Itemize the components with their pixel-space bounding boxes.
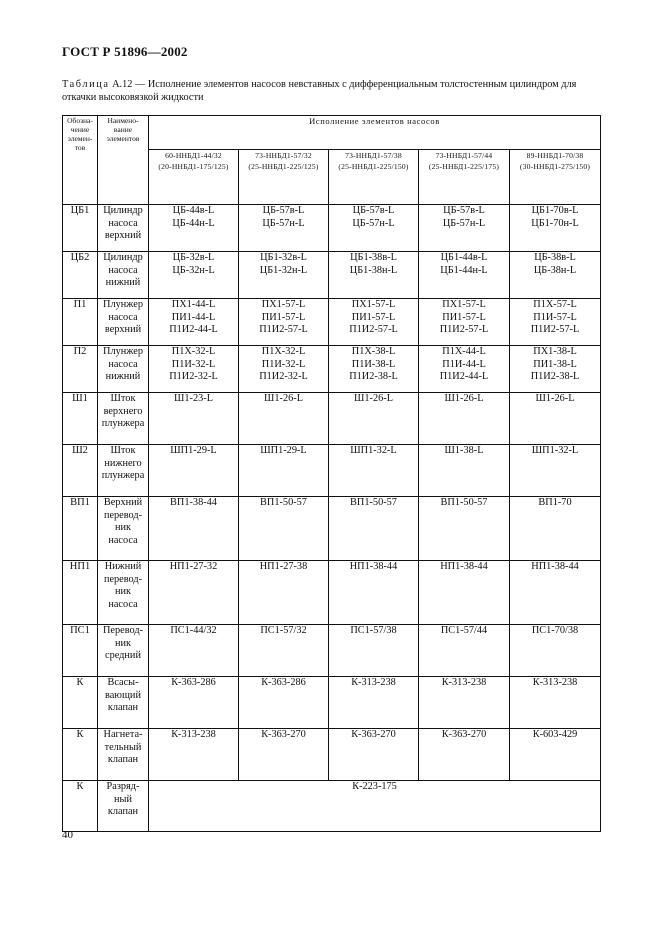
cell-line: ПС1-44/32 <box>170 625 217 636</box>
cell-line: К-313-238 <box>441 677 487 688</box>
cell-line: верхний <box>104 230 142 241</box>
table-caption <box>62 78 602 104</box>
value-cell <box>419 205 510 252</box>
page-number: 40 <box>62 829 73 841</box>
value-cell <box>329 252 419 299</box>
cell-line: П1Х-44-L <box>442 346 486 357</box>
designation-cell: ВП1 <box>63 497 98 561</box>
element-name-cell <box>98 252 149 299</box>
cell-line: Ш1-26-L <box>444 393 484 404</box>
cell-line: Ш1-23-L <box>174 393 213 404</box>
designation-cell: К <box>63 729 98 781</box>
value-cell <box>419 729 510 781</box>
cell-line: ШП1-32-L <box>531 445 579 456</box>
value-cell <box>510 729 601 781</box>
cell-line: Шток <box>110 393 136 404</box>
designation-cell: К <box>63 677 98 729</box>
value-cell <box>419 299 510 346</box>
cell-line: П1И2-38-L <box>349 371 398 382</box>
element-name-cell <box>98 205 149 252</box>
cell-line: ЦБ-38н-L <box>533 264 577 276</box>
cell-line: К-363-270 <box>351 729 396 740</box>
cell-line: ВП1-38-44 <box>170 497 217 508</box>
cell-line: ЦБ1-38в-L <box>350 252 397 263</box>
cell-line: насоса <box>108 264 138 276</box>
cell-line: П1И2-57-L <box>349 324 398 335</box>
cell-line: плунжера <box>101 470 145 481</box>
designation-cell: К <box>63 781 98 832</box>
table-row <box>63 729 601 781</box>
value-cell <box>329 625 419 677</box>
cell-line: верхний <box>104 324 142 335</box>
value-cell <box>329 677 419 729</box>
cell-line: П1Х-32-L <box>261 346 306 357</box>
merged-value-cell: К-223-175 <box>149 781 601 832</box>
value-cell <box>419 497 510 561</box>
cell-line: П1И2-32-L <box>259 371 308 382</box>
cell-line: верхнего <box>103 405 143 417</box>
value-cell <box>419 393 510 445</box>
value-cell <box>419 677 510 729</box>
cell-line: ПИ1-57-L <box>261 311 306 323</box>
cell-line: ШП1-29-L <box>260 445 307 456</box>
cell-line: ЦБ1-44н-L <box>440 264 488 276</box>
cell-line: нижнего <box>104 457 142 469</box>
value-cell <box>510 346 601 393</box>
element-name-cell <box>98 445 149 497</box>
cell-line: Плунжер <box>103 346 143 357</box>
value-cell <box>239 252 329 299</box>
cell-line: Ш1-26-L <box>264 393 303 404</box>
cell-line: (25-ННБД1-225/150) <box>338 162 409 171</box>
element-name-cell <box>98 393 149 445</box>
cell-line: 60-ННБД1-44/32 <box>165 151 222 160</box>
value-cell <box>329 445 419 497</box>
cell-line: ЦБ-44в-L <box>172 205 215 216</box>
value-cell <box>239 205 329 252</box>
cell-line: насоса <box>108 358 138 370</box>
cell-line: ВП1-50-57 <box>260 497 307 508</box>
cell-line: ВП1-70 <box>538 497 572 508</box>
cell-line: Разряд- <box>106 781 140 792</box>
table-row <box>63 497 601 561</box>
cell-line: (25-ННБД1-225/175) <box>428 162 500 171</box>
value-cell <box>419 561 510 625</box>
designation-cell: Ш2 <box>63 445 98 497</box>
cell-line: Цилиндр <box>103 205 143 216</box>
value-cell <box>329 205 419 252</box>
value-cell <box>149 729 239 781</box>
value-cell <box>239 729 329 781</box>
standard-header: ГОСТ Р 51896—2002 <box>62 44 188 59</box>
value-cell <box>149 445 239 497</box>
cell-line: Верхний <box>103 497 143 508</box>
value-cell <box>149 561 239 625</box>
cell-line: П1И2-57-L <box>530 324 580 335</box>
cell-line: П1И2-57-L <box>439 324 489 335</box>
designation-cell: ЦБ1 <box>63 205 98 252</box>
cell-line: ный <box>114 793 132 805</box>
value-cell <box>510 625 601 677</box>
cell-line: П1И2-57-L <box>259 324 308 335</box>
header-column <box>239 150 329 205</box>
cell-line: ЦБ-32в-L <box>172 252 215 263</box>
value-cell <box>419 346 510 393</box>
value-cell <box>329 299 419 346</box>
caption-label: Таблица <box>62 79 110 90</box>
cell-line: нижний <box>105 277 141 288</box>
cell-line: ник <box>114 522 132 533</box>
header-column <box>510 150 601 205</box>
value-cell <box>510 445 601 497</box>
cell-line: ПИ1-38-L <box>533 358 577 370</box>
designation-cell: Ш1 <box>63 393 98 445</box>
cell-line: плунжера <box>101 418 145 429</box>
table-row <box>63 625 601 677</box>
value-cell <box>149 299 239 346</box>
value-cell <box>329 561 419 625</box>
value-cell <box>239 299 329 346</box>
value-cell <box>510 497 601 561</box>
cell-line: К-313-238 <box>171 729 216 740</box>
value-cell <box>239 561 329 625</box>
designation-cell: П2 <box>63 346 98 393</box>
cell-line: НП1-38-44 <box>349 561 398 572</box>
cell-line: ЦБ-57в-L <box>352 205 395 216</box>
cell-line: средний <box>105 650 141 661</box>
cell-line: К-363-286 <box>171 677 216 688</box>
value-cell <box>510 561 601 625</box>
cell-line: Ш1-38-L <box>444 445 484 456</box>
value-cell <box>239 346 329 393</box>
cell-line: К-603-429 <box>532 729 578 740</box>
cell-line: 73-ННБД1-57/44 <box>435 151 493 160</box>
element-name-cell <box>98 677 149 729</box>
cell-line: Плунжер <box>103 299 143 310</box>
value-cell <box>239 445 329 497</box>
cell-line: П1И-44-L <box>442 358 486 370</box>
element-name-cell <box>98 299 149 346</box>
value-cell <box>329 729 419 781</box>
value-cell <box>329 393 419 445</box>
cell-line: насоса <box>108 217 138 229</box>
cell-line: ПС1-70/38 <box>531 625 579 636</box>
header-column <box>149 150 239 205</box>
cell-line: 89-ННБД1-70/38 <box>526 151 584 160</box>
table-row <box>63 781 601 832</box>
cell-line: ПХ1-57-L <box>442 299 486 310</box>
cell-line: К-363-270 <box>441 729 487 740</box>
cell-line: ПХ1-38-L <box>533 346 577 357</box>
cell-line: Шток <box>110 445 136 456</box>
element-name-cell <box>98 497 149 561</box>
value-cell <box>419 252 510 299</box>
value-cell <box>239 393 329 445</box>
cell-line: П1И-38-L <box>351 358 396 370</box>
cell-line: ПХ1-57-L <box>261 299 306 310</box>
cell-line: К-313-238 <box>532 677 578 688</box>
designation-cell: НП1 <box>63 561 98 625</box>
cell-line: ПС1-57/32 <box>260 625 307 636</box>
value-cell <box>149 252 239 299</box>
cell-line: перевод- <box>103 509 143 521</box>
cell-line: ШП1-32-L <box>350 445 397 456</box>
value-cell <box>149 346 239 393</box>
cell-line: Ш1-26-L <box>354 393 393 404</box>
cell-line: ЦБ1-44в-L <box>440 252 488 263</box>
cell-line: П1И-32-L <box>171 358 216 370</box>
cell-line: П1И2-38-L <box>530 371 580 382</box>
cell-line: НП1-27-32 <box>169 561 218 572</box>
cell-line: Нижний <box>104 561 142 572</box>
cell-line: П1И2-32-L <box>169 371 218 382</box>
value-cell <box>149 393 239 445</box>
cell-line: НП1-38-44 <box>531 561 579 572</box>
cell-line: Перевод- <box>102 625 144 636</box>
cell-line: ЦБ-57н-L <box>262 217 305 229</box>
cell-line: ПИ1-44-L <box>171 311 216 323</box>
cell-line: (20-ННБД1-175/125) <box>158 162 229 171</box>
cell-line: К-363-286 <box>261 677 306 688</box>
value-cell <box>510 205 601 252</box>
value-cell <box>510 299 601 346</box>
element-name-cell <box>98 346 149 393</box>
cell-line: ЦБ1-32н-L <box>259 264 308 276</box>
header-designation: Обозна- чение элемен- тов <box>63 116 98 205</box>
value-cell <box>149 497 239 561</box>
cell-line: ПИ1-57-L <box>442 311 486 323</box>
table-row <box>63 252 601 299</box>
cell-line: П1И-57-L <box>533 311 577 323</box>
element-name-cell <box>98 781 149 832</box>
cell-line: ПС1-57/38 <box>350 625 397 636</box>
header-column <box>329 150 419 205</box>
cell-line: ЦБ1-32в-L <box>260 252 307 263</box>
cell-line: ЦБ-44н-L <box>172 217 215 229</box>
cell-line: ПХ1-44-L <box>171 299 216 310</box>
value-cell <box>149 205 239 252</box>
table-row <box>63 205 601 252</box>
cell-line: клапан <box>107 806 139 817</box>
value-cell <box>419 625 510 677</box>
cell-line: Всасы- <box>107 677 139 688</box>
cell-line: ПХ1-57-L <box>351 299 396 310</box>
cell-line: НП1-27-38 <box>259 561 308 572</box>
value-cell <box>329 497 419 561</box>
cell-line: ЦБ-57н-L <box>442 217 486 229</box>
cell-line: К-363-270 <box>261 729 306 740</box>
cell-line: насоса <box>108 311 138 323</box>
cell-line: Ш1-26-L <box>535 393 575 404</box>
cell-line: Нагнета- <box>103 729 143 740</box>
table-row <box>63 393 601 445</box>
element-name-cell <box>98 729 149 781</box>
cell-line: ЦБ-57в-L <box>443 205 485 216</box>
caption-text: А.12 — Исполнение элементов насосов невставных с дифференциальным толстостенным цилиндром для откачки высоковязкой жидкости <box>62 79 577 103</box>
cell-line: нижний <box>105 371 141 382</box>
cell-line: тельный <box>104 741 142 753</box>
elements-table <box>62 115 601 832</box>
cell-line: 73-ННБД1-57/32 <box>255 151 312 160</box>
cell-line: ЦБ-57в-L <box>262 205 305 216</box>
element-name-cell <box>98 561 149 625</box>
cell-line: П1И2-44-L <box>169 324 218 335</box>
cell-line: насоса <box>108 598 138 610</box>
cell-line: НП1-38-44 <box>440 561 488 572</box>
table-row <box>63 445 601 497</box>
table-row <box>63 677 601 729</box>
table-row <box>63 561 601 625</box>
element-name-cell <box>98 625 149 677</box>
designation-cell: ЦБ2 <box>63 252 98 299</box>
header-group: Исполнение элементов насосов <box>149 116 601 150</box>
cell-line: П1Х-57-L <box>533 299 577 310</box>
cell-line: П1И2-44-L <box>439 371 489 382</box>
cell-line: ПИ1-57-L <box>351 311 396 323</box>
cell-line: ЦБ-57н-L <box>352 217 395 229</box>
cell-line: ЦБ-32н-L <box>172 264 215 276</box>
cell-line: клапан <box>107 702 139 713</box>
cell-line: П1И-32-L <box>261 358 306 370</box>
value-cell <box>510 393 601 445</box>
value-cell <box>510 677 601 729</box>
cell-line: 73-ННБД1-57/38 <box>345 151 402 160</box>
value-cell <box>239 497 329 561</box>
cell-line: насоса <box>108 534 138 546</box>
cell-line: ЦБ1-70н-L <box>531 217 579 229</box>
cell-line: ВП1-50-57 <box>440 497 488 508</box>
designation-cell: П1 <box>63 299 98 346</box>
value-cell <box>510 252 601 299</box>
cell-line: ЦБ1-38н-L <box>349 264 398 276</box>
header-name: Наимено- вание элементов <box>98 116 149 205</box>
cell-line: ЦБ1-70в-L <box>531 205 579 216</box>
cell-line: П1Х-38-L <box>351 346 396 357</box>
cell-line: ЦБ-38в-L <box>534 252 576 263</box>
value-cell <box>329 346 419 393</box>
table-row <box>63 299 601 346</box>
cell-line: П1Х-32-L <box>171 346 216 357</box>
cell-line: клапан <box>107 754 139 765</box>
cell-line: ник <box>114 637 132 649</box>
cell-line: Цилиндр <box>103 252 143 263</box>
cell-line: (30-ННБД1-275/150) <box>519 162 591 171</box>
designation-cell: ПС1 <box>63 625 98 677</box>
cell-line: ПС1-57/44 <box>440 625 488 636</box>
cell-line: ШП1-29-L <box>170 445 217 456</box>
cell-line: ВП1-50-57 <box>350 497 397 508</box>
value-cell <box>149 625 239 677</box>
cell-line: (25-ННБД1-225/125) <box>248 162 319 171</box>
header-column <box>419 150 510 205</box>
cell-line: ник <box>114 586 132 597</box>
cell-line: вающий <box>105 689 141 701</box>
value-cell <box>419 445 510 497</box>
value-cell <box>239 677 329 729</box>
value-cell <box>149 677 239 729</box>
cell-line: перевод- <box>103 573 143 585</box>
value-cell <box>239 625 329 677</box>
cell-line: К-313-238 <box>351 677 396 688</box>
table-row <box>63 346 601 393</box>
